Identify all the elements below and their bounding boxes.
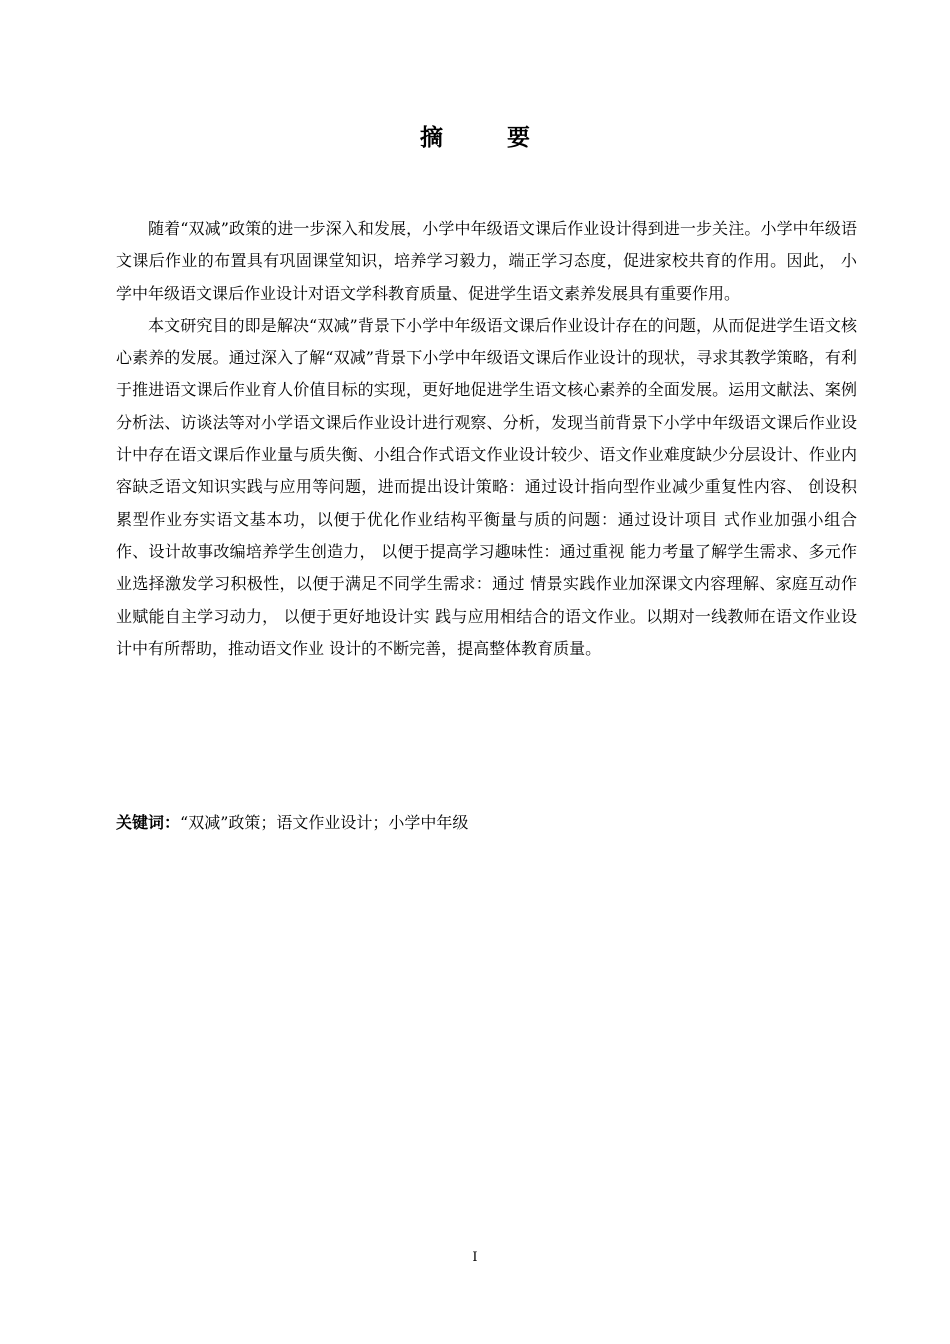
page-title: 摘 要 bbox=[419, 124, 558, 151]
abstract-body bbox=[116, 213, 857, 665]
keywords-text: “双减”政策；语文作业设计；小学中年级 bbox=[180, 813, 469, 832]
abstract-paragraph: 随着“双减”政策的进一步深入和发展，小学中年级语文课后作业设计得到进一步关注。小学中年级语文课后作业的布置具有巩固课堂知识，培养学习毅力，端正学习态度，促进家校共育的作用。因此， 小学中年级语文课后作业设计对语文学科教育质量、促进学生语文素养发展具有重要作用。 bbox=[116, 219, 857, 303]
keywords-line bbox=[116, 807, 857, 839]
abstract-paragraph: 本文研究目的即是解决“双减”背景下小学中年级语文课后作业设计存在的问题，从而促进学生语文核心素养的发展。通过深入了解“双减”背景下小学中年级语文课后作业设计的现状，寻求其教学策略，有利于推进语文课后作业育人价值目标的实现，更好地促进学生语文核心素养的全面发展。运用文献法、案例分析法、访谈法等对小学语文课后作业设计进行观察、分析，发现当前背景下小学中年级语文课后作业设计中存在语文课后作业量与质失衡、小组合作式语文作业设计较少、语文作业难度缺少分层设计、作业内容缺乏语文知识实践与应用等问题，进而提出设计策略：通过设计指向型作业减少重复性内容、 创设积累型作业夯实语文基本功，以便于优化作业结构平衡量与质的问题：通过设计项目 式作业加强小组合作、设计故事改编培养学生创造力， 以便于提高学习趣味性：通过重视 能力考量了解学生需求、多元作业选择激发学习积极性，以便于满足不同学生需求：通过 情景实践作业加深课文内容理解、家庭互动作业赋能自主学习动力， 以便于更好地设计实 践与应用相结合的语文作业。以期对一线教师在语文作业设计中有所帮助，推动语文作业 设计的不断完善，提高整体教育质量。 bbox=[116, 315, 857, 658]
page-number: I bbox=[472, 1250, 478, 1265]
keywords-label: 关键词： bbox=[116, 813, 181, 832]
